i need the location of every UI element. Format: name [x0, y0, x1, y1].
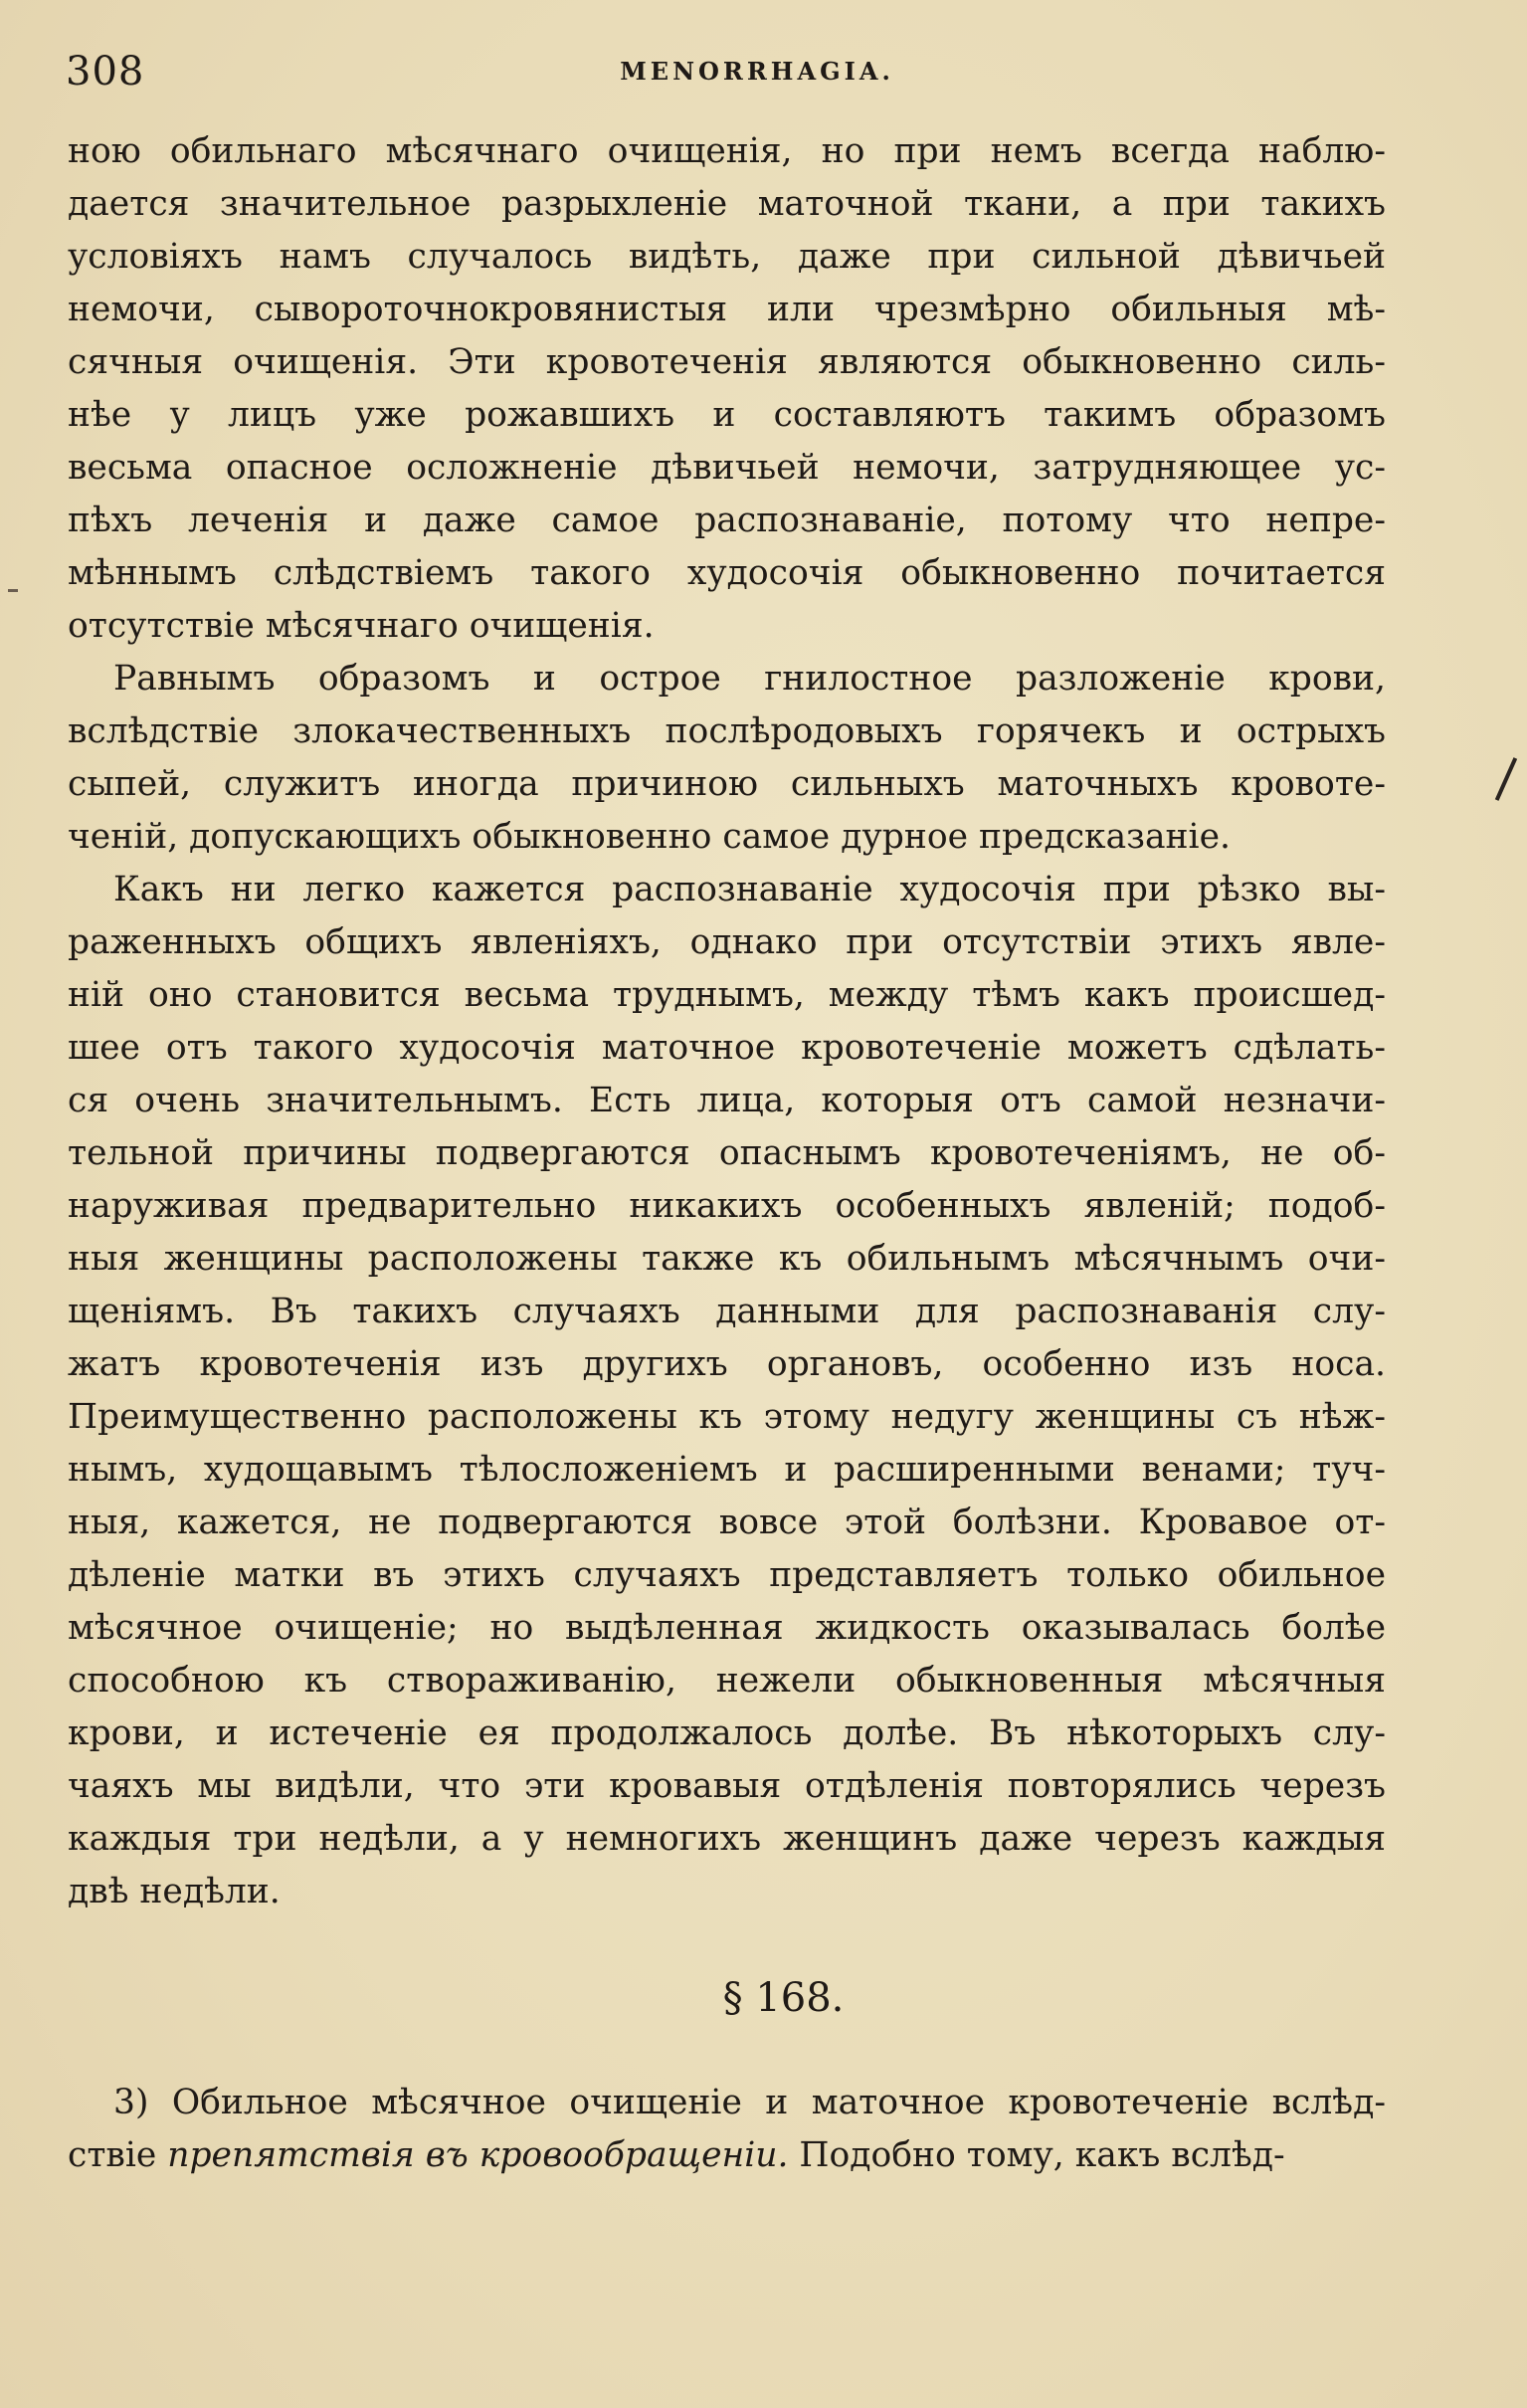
text-line: ченій, допускающихъ обыкновенно самое дурное предсказаніе. [68, 817, 1231, 857]
text-line: нымъ, худощавымъ тѣлосложеніемъ и расширенными венами; туч- [68, 1450, 1386, 1490]
text-line: тельной причины подвергаются опаснымъ кровотеченіямъ, не об- [68, 1133, 1386, 1173]
section-heading: § 168. [722, 1975, 845, 2021]
text-line: двѣ недѣли. [68, 1872, 281, 1911]
running-head: MENORRHAGIA. [620, 57, 894, 86]
text-line: дѣленіе матки въ этихъ случаяхъ представляетъ только обильное [68, 1555, 1386, 1595]
text-line: нѣе у лицъ уже рожавшихъ и составляютъ такимъ образомъ [68, 395, 1386, 435]
text-line: Какъ ни легко кажется распознаваніе худосочія при рѣзко вы- [113, 870, 1386, 909]
text-line: мѣсячное очищеніе; но выдѣленная жидкость оказывалась болѣе [68, 1608, 1386, 1648]
text-line: вслѣдствіе злокачественныхъ послѣродовыхъ горячекъ и острыхъ [68, 711, 1386, 751]
text-line: дается значительное разрыхленіе маточной ткани, а при такихъ [68, 184, 1386, 224]
text-line: крови, и истеченіе ея продолжалось долѣе. Въ нѣкоторыхъ слу- [68, 1713, 1386, 1753]
text-line: Преимущественно расположены къ этому недугу женщины съ нѣж- [68, 1397, 1386, 1437]
text-line: Равнымъ образомъ и острое гнилостное разложеніе крови, [113, 659, 1386, 699]
page-header [66, 44, 1389, 103]
text-line: условіяхъ намъ случалось видѣть, даже при сильной дѣвичьей [68, 237, 1386, 277]
text-line: ною обильнаго мѣсячнаго очищенія, но при немъ всегда наблю- [68, 131, 1386, 171]
text-line: сячныя очищенія. Эти кровотеченія являются обыкновенно силь- [68, 342, 1386, 382]
text-fragment: ствіе [68, 2135, 168, 2175]
body-text [68, 125, 1386, 1918]
text-line: жатъ кровотеченія изъ другихъ органовъ, особенно изъ носа. [68, 1344, 1386, 1384]
text-line: пѣхъ леченія и даже самое распознаваніе, потому что непре- [68, 501, 1386, 540]
text-line: отсутствіе мѣсячнаго очищенія. [68, 606, 655, 646]
margin-edge-mark [8, 589, 18, 592]
text-line: способною къ створаживанію, нежели обыкновенныя мѣсячныя [68, 1661, 1386, 1701]
page-number: 308 [66, 49, 145, 95]
text-fragment: Подобно тому, какъ вслѣд- [788, 2135, 1285, 2175]
text-line: каждыя три недѣли, а у немногихъ женщинъ даже черезъ каждыя [68, 1819, 1386, 1859]
text-line: шее отъ такого худосочія маточное кровотеченіе можетъ сдѣлать- [68, 1028, 1386, 1068]
text-line: немочи, сывороточнокровянистыя или чрезмѣрно обильныя мѣ- [68, 290, 1386, 329]
text-line: раженныхъ общихъ явленіяхъ, однако при отсутствіи этихъ явле- [68, 922, 1386, 962]
text-line: наруживая предварительно никакихъ особенныхъ явленій; подоб- [68, 1186, 1386, 1226]
text-line: ній оно становится весьма труднымъ, между тѣмъ какъ происшед- [68, 975, 1386, 1015]
margin-pencil-mark [1495, 757, 1517, 801]
text-line: чаяхъ мы видѣли, что эти кровавыя отдѣленія повторялись черезъ [68, 1766, 1386, 1806]
text-line: весьма опасное осложненіе дѣвичьей немочи, затрудняющее ус- [68, 448, 1386, 488]
emphasized-text: препятствія въ кровообращеніи. [167, 2135, 789, 2175]
text-line: щеніямъ. Въ такихъ случаяхъ данными для распознаванія слу- [68, 1292, 1386, 1331]
text-line [68, 2129, 1386, 2182]
text-line: ся очень значительнымъ. Есть лица, которыя отъ самой незначи- [68, 1081, 1386, 1120]
text-line: 3) Обильное мѣсячное очищеніе и маточное кровотеченіе вслѣд- [113, 2083, 1386, 2122]
text-line: сыпей, служитъ иногда причиною сильныхъ маточныхъ кровоте- [68, 764, 1386, 804]
text-line: ныя женщины расположены также къ обильнымъ мѣсячнымъ очи- [68, 1239, 1386, 1279]
text-line: мѣннымъ слѣдствіемъ такого худосочія обыкновенно почитается [68, 553, 1386, 593]
text-line: ныя, кажется, не подвергаются вовсе этой болѣзни. Кровавое от- [68, 1503, 1386, 1542]
section-text [68, 2077, 1386, 2182]
